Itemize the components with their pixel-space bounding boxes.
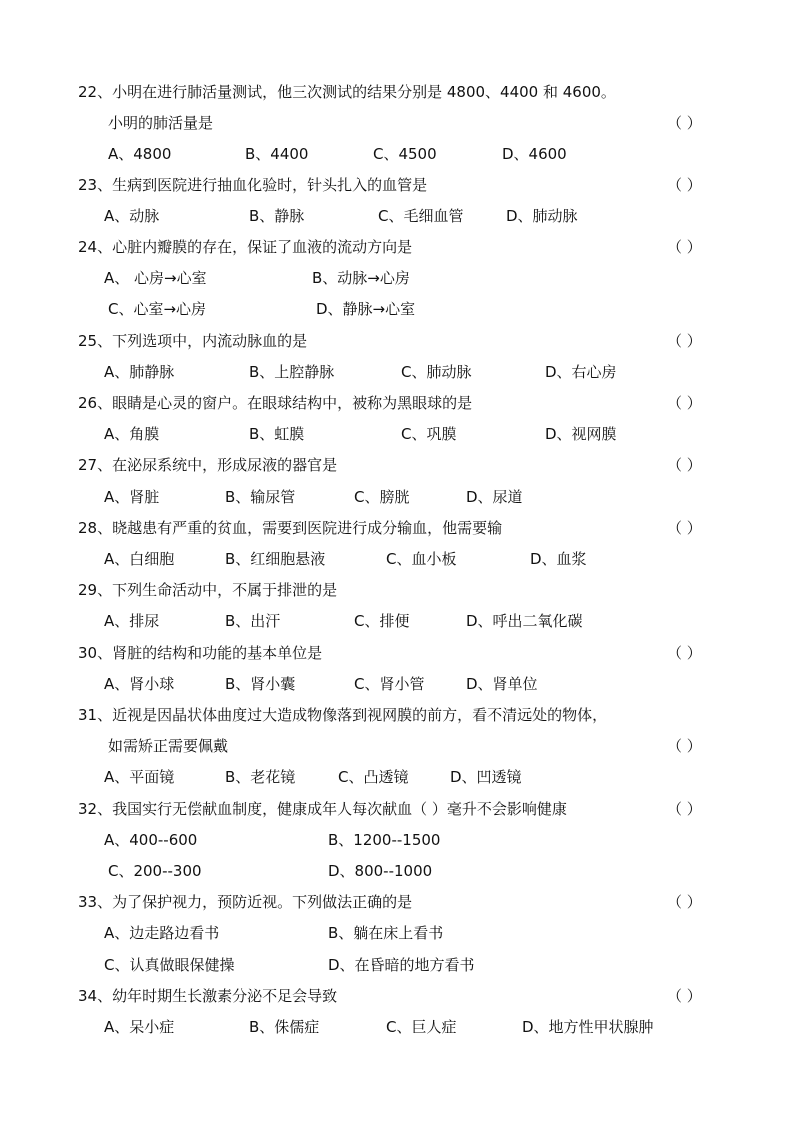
option-b: B、老花镜 (225, 768, 296, 786)
question-24 (0, 235, 794, 259)
question-33 (0, 890, 794, 914)
question-34 (0, 984, 794, 1008)
question-30-options (0, 672, 794, 696)
question-31 (0, 703, 794, 727)
option-c: C、200--300 (108, 862, 202, 880)
option-c: C、4500 (373, 145, 437, 163)
option-a: A、平面镜 (104, 768, 175, 786)
option-b: B、静脉 (249, 207, 305, 225)
option-c: C、巩膜 (401, 425, 457, 443)
question-23 (0, 173, 794, 197)
question-29 (0, 578, 794, 602)
question-32-options-row1 (0, 828, 794, 852)
option-b: B、1200--1500 (328, 831, 441, 849)
option-a: A、肾脏 (104, 488, 160, 506)
option-a: A、 心房→心室 (104, 269, 207, 287)
option-d: D、血浆 (530, 550, 587, 568)
answer-blank[interactable]: （ ） (667, 893, 702, 911)
option-d: D、在昏暗的地方看书 (328, 956, 475, 974)
question-26 (0, 391, 794, 415)
option-a: A、肺静脉 (104, 363, 175, 381)
question-34-options (0, 1015, 794, 1039)
option-d: D、呼出二氧化碳 (466, 612, 583, 630)
answer-blank[interactable]: （ ） (667, 394, 702, 412)
option-c: C、肾小管 (354, 675, 425, 693)
option-d: D、凹透镜 (450, 768, 522, 786)
option-d: D、尿道 (466, 488, 523, 506)
answer-blank[interactable]: （ ） (667, 644, 702, 662)
option-c: C、心室→心房 (108, 300, 207, 318)
question-27 (0, 453, 794, 477)
answer-blank[interactable]: （ ） (667, 519, 702, 537)
option-c: C、血小板 (386, 550, 457, 568)
option-c: C、凸透镜 (338, 768, 409, 786)
option-a: A、呆小症 (104, 1018, 175, 1036)
option-b: B、肾小囊 (225, 675, 296, 693)
option-b: B、输尿管 (225, 488, 296, 506)
option-d: D、视网膜 (545, 425, 617, 443)
question-text: 29、下列生命活动中，不属于排泄的是 (78, 581, 338, 599)
option-a: A、角膜 (104, 425, 160, 443)
option-b: B、4400 (245, 145, 309, 163)
question-27-options (0, 485, 794, 509)
answer-blank[interactable]: （ ） (667, 238, 702, 256)
question-30 (0, 641, 794, 665)
answer-blank[interactable]: （ ） (667, 114, 702, 132)
option-b: B、侏儒症 (249, 1018, 320, 1036)
question-text: 28、晓越患有严重的贫血，需要到医院进行成分输血，他需要输 (78, 519, 503, 537)
question-text: 34、幼年时期生长激素分泌不足会导致 (78, 987, 338, 1005)
option-a: A、4800 (108, 145, 172, 163)
question-25-options (0, 360, 794, 384)
question-23-options (0, 204, 794, 228)
option-c: C、肺动脉 (401, 363, 472, 381)
question-text: 23、生病到医院进行抽血化验时，针头扎入的血管是 (78, 176, 428, 194)
question-22 (0, 80, 794, 104)
answer-blank[interactable]: （ ） (667, 987, 702, 1005)
option-d: D、800--1000 (328, 862, 433, 880)
question-26-options (0, 422, 794, 446)
question-22-continuation (0, 111, 794, 135)
question-22-options (0, 142, 794, 166)
option-c: C、认真做眼保健操 (104, 956, 235, 974)
answer-blank[interactable]: （ ） (667, 176, 702, 194)
option-b: B、出汗 (225, 612, 281, 630)
question-text: 24、心脏内瓣膜的存在，保证了血液的流动方向是 (78, 238, 413, 256)
question-text-continued: 小明的肺活量是 (108, 114, 214, 132)
question-28-options (0, 547, 794, 571)
option-b: B、虹膜 (249, 425, 305, 443)
answer-blank[interactable]: （ ） (667, 456, 702, 474)
question-text: 26、眼睛是心灵的窗户。在眼球结构中，被称为黑眼球的是 (78, 394, 473, 412)
question-31-continuation (0, 734, 794, 758)
question-32 (0, 797, 794, 821)
option-a: A、白细胞 (104, 550, 175, 568)
question-24-options-row2 (0, 297, 794, 321)
answer-blank[interactable]: （ ） (667, 800, 702, 818)
option-b: B、动脉→心房 (312, 269, 410, 287)
option-a: A、动脉 (104, 207, 160, 225)
question-text: 27、在泌尿系统中，形成尿液的器官是 (78, 456, 338, 474)
option-b: B、上腔静脉 (249, 363, 335, 381)
option-a: A、400--600 (104, 831, 198, 849)
question-text: 30、肾脏的结构和功能的基本单位是 (78, 644, 323, 662)
question-text: 31、近视是因晶状体曲度过大造成物像落到视网膜的前方，看不清远处的物体， (78, 706, 608, 724)
option-a: A、肾小球 (104, 675, 175, 693)
option-d: D、静脉→心室 (316, 300, 416, 318)
question-text: 25、下列选项中，内流动脉血的是 (78, 332, 308, 350)
option-b: B、躺在床上看书 (328, 924, 444, 942)
question-33-options-row2 (0, 953, 794, 977)
option-d: D、4600 (502, 145, 567, 163)
option-c: C、毛细血管 (378, 207, 464, 225)
answer-blank[interactable]: （ ） (667, 737, 702, 755)
question-32-options-row2 (0, 859, 794, 883)
option-b: B、红细胞悬液 (225, 550, 326, 568)
option-c: C、膀胱 (354, 488, 410, 506)
question-31-options (0, 765, 794, 789)
question-29-options (0, 609, 794, 633)
question-text: 32、我国实行无偿献血制度，健康成年人每次献血（ ）毫升不会影响健康 (78, 800, 567, 818)
question-24-options-row1 (0, 266, 794, 290)
question-33-options-row1 (0, 921, 794, 945)
question-text: 22、小明在进行肺活量测试，他三次测试的结果分别是 4800、4400 和 4600。 (78, 83, 616, 101)
question-text: 33、为了保护视力，预防近视。下列做法正确的是 (78, 893, 413, 911)
question-28 (0, 516, 794, 540)
option-a: A、排尿 (104, 612, 160, 630)
option-c: C、排便 (354, 612, 410, 630)
answer-blank[interactable]: （ ） (667, 332, 702, 350)
option-a: A、边走路边看书 (104, 924, 220, 942)
option-d: D、右心房 (545, 363, 617, 381)
option-d: D、肾单位 (466, 675, 538, 693)
option-d: D、地方性甲状腺肿 (522, 1018, 654, 1036)
option-d: D、肺动脉 (506, 207, 578, 225)
question-text-continued: 如需矫正需要佩戴 (108, 737, 229, 755)
question-25 (0, 329, 794, 353)
option-c: C、巨人症 (386, 1018, 457, 1036)
